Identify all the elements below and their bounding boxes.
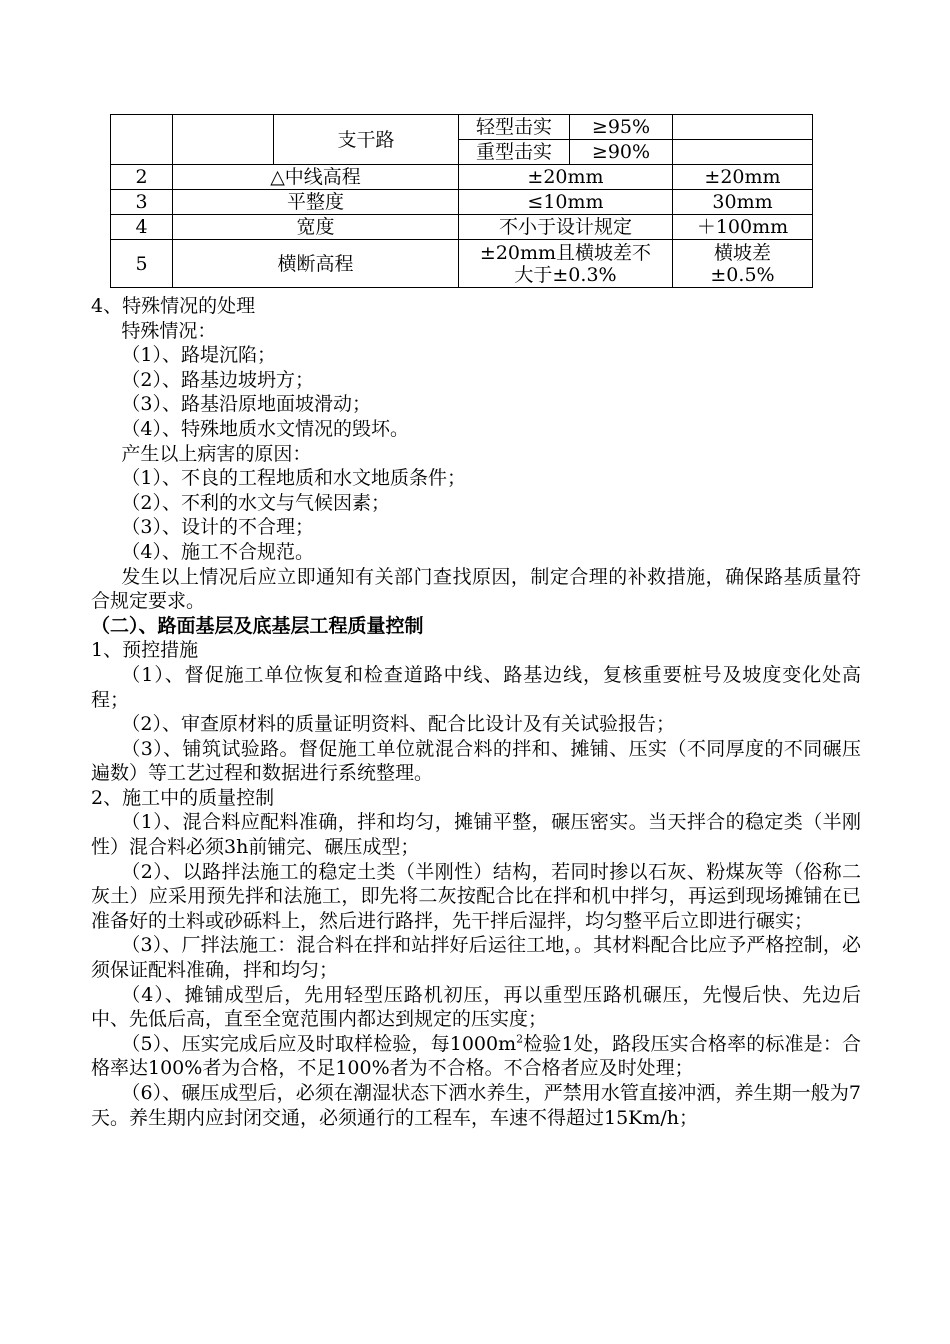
section-title: 4、特殊情况的处理 <box>91 295 256 317</box>
list-item: （3）、厂拌法施工：混合料在拌和站拌好后运往工地，。其材料配合比应予严格控制，必须保证配料准确，拌和均匀； <box>91 934 861 982</box>
tolerance-cell: ＋100mm <box>673 215 813 240</box>
item-cell: △中线高程 <box>173 165 459 190</box>
standard-cell: ±20mm <box>459 165 673 190</box>
standard-line-1: ±20mm且横坡差不 <box>479 241 652 264</box>
tolerance-cell <box>673 240 813 288</box>
list-item: （3）、铺筑试验路。督促施工单位就混合料的拌和、摊铺、压实（不同厚度的不同碾压遍数）等工艺过程和数据进行系统整理。 <box>91 737 861 785</box>
list-item: （1）、不良的工程地质和水文地质条件； <box>121 467 466 490</box>
standard-line-2: 大于±0.3% <box>514 263 617 286</box>
list-item: （2）、不利的水文与气候因素； <box>121 491 390 514</box>
table-cell-empty <box>673 140 813 165</box>
row-number-cell: 3 <box>111 190 173 215</box>
table-row <box>111 115 813 140</box>
row-number-cell: 2 <box>111 165 173 190</box>
compaction-value-cell: ≥95% <box>570 115 673 140</box>
list-item: （4）、施工不合规范。 <box>121 540 314 563</box>
list-item-text: （5）、压实完成后应及时取样检验，每1000m <box>121 1032 517 1055</box>
standard-cell: ≤10mm <box>459 190 673 215</box>
standard-cell: 不小于设计规定 <box>459 215 673 240</box>
list-item: （6）、碾压成型后，必须在潮湿状态下洒水养生，严禁用水管直接冲洒，养生期一般为7天。养生期内应封闭交通，必须通行的工程车，车速不得超过15Km/h； <box>91 1082 861 1129</box>
list-item: （1）、路堤沉陷； <box>121 344 276 367</box>
list-item: （4）、特殊地质水文情况的毁坏。 <box>121 417 409 440</box>
list-item: （1）、督促施工单位恢复和检查道路中线、路基边线，复核重要桩号及坡度变化处高程； <box>91 663 861 711</box>
list-item: （1）、混合料应配料准确，拌和均匀，摊铺平整，碾压密实。当天拌合的稳定类（半刚性）混合料必须3h前铺完、碾压成型； <box>91 811 861 859</box>
list-item: （4）、摊铺成型后，先用轻型压路机初压，再以重型压路机碾压，先慢后快、先边后中、先低后高，直至全宽范围内都达到规定的压实度； <box>91 983 861 1031</box>
section-heading: （二）、路面基层及底基层工程质量控制 <box>91 614 424 637</box>
table-cell-empty <box>673 115 813 140</box>
row-number-cell: 4 <box>111 215 173 240</box>
standard-cell <box>459 240 673 288</box>
tolerance-cell: 30mm <box>673 190 813 215</box>
table-row <box>111 190 813 215</box>
item-cell: 平整度 <box>173 190 459 215</box>
list-item-text: 检验1处，路段压实合格率的标准是：合格率达100%者为合格，不足100%者为不合格。不合格者应及时处理； <box>91 1032 861 1080</box>
tolerance-cell: ±20mm <box>673 165 813 190</box>
list-item: （2）、路基边坡坍方； <box>121 368 314 391</box>
superscript: 2 <box>516 1032 524 1046</box>
section-title: 2、施工中的质量控制 <box>91 786 275 809</box>
body-text <box>91 294 861 1130</box>
paragraph: 发生以上情况后应立即通知有关部门查找原因，制定合理的补救措施，确保路基质量符合规定要求。 <box>91 565 861 613</box>
tolerance-line-2: ±0.5% <box>710 263 775 286</box>
row-number-cell: 5 <box>111 240 173 288</box>
subsection-title: 特殊情况： <box>121 319 217 342</box>
list-item: （2）、以路拌法施工的稳定土类（半刚性）结构，若同时掺以石灰、粉煤灰等（俗称二灰土）应采用预先拌和法施工，即先将二灰按配合比在拌和机中拌匀，再运到现场摊铺在已准备好的土料或砂砾料上，然后进行路拌，先干拌后湿拌，均匀整平后立即进行碾实； <box>91 860 861 932</box>
table-cell-empty <box>173 115 274 165</box>
table-row <box>111 215 813 240</box>
quality-spec-table <box>110 114 813 288</box>
list-item <box>91 1032 861 1081</box>
compaction-method-cell: 轻型击实 <box>459 115 570 140</box>
section-title: 1、预控措施 <box>91 639 199 662</box>
table-row <box>111 165 813 190</box>
list-item: （2）、审查原材料的质量证明资料、配合比设计及有关试验报告； <box>121 713 675 736</box>
list-item: （3）、设计的不合理； <box>121 516 314 539</box>
subsection-title: 产生以上病害的原因： <box>121 442 312 465</box>
table-cell-empty <box>111 115 173 165</box>
list-item: （3）、路基沿原地面坡滑动； <box>121 393 371 416</box>
item-cell: 横断高程 <box>173 240 459 288</box>
road-type-cell: 支干路 <box>274 115 459 165</box>
compaction-method-cell: 重型击实 <box>459 140 570 165</box>
tolerance-line-1: 横坡差 <box>713 241 771 264</box>
compaction-value-cell: ≥90% <box>570 140 673 165</box>
table-row <box>111 240 813 288</box>
item-cell: 宽度 <box>173 215 459 240</box>
